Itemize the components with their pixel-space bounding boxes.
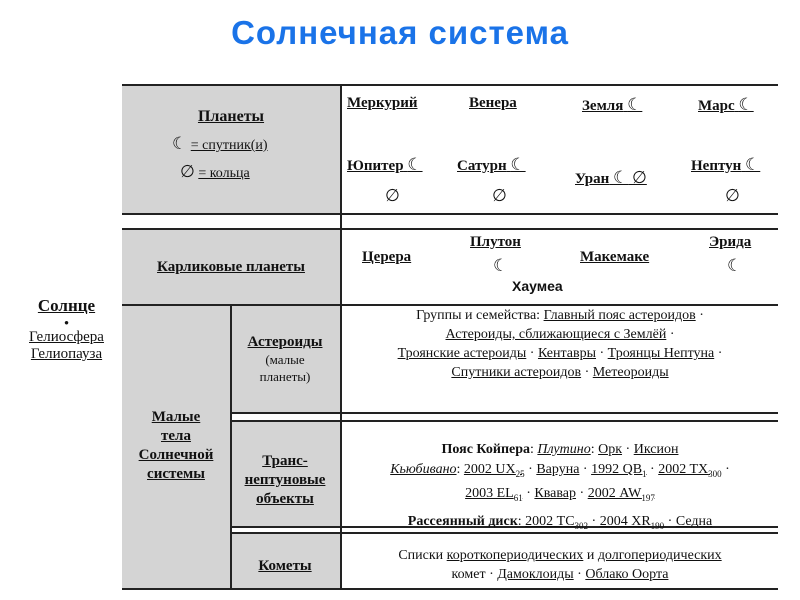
moon-icon: ☾	[745, 155, 761, 175]
link-orcus[interactable]: Орк	[598, 442, 623, 457]
ring-icon: ∅	[385, 186, 400, 206]
legend-rings-text[interactable]: = кольца	[198, 166, 250, 181]
asteroids-line-1: Группы и семейства: Главный пояс астероидов ·	[416, 308, 704, 323]
link-varuna[interactable]: Варуна	[536, 462, 580, 477]
dwarf-pluto[interactable]: Плутон	[470, 234, 521, 250]
dwarf-haumea[interactable]: Хаумеа	[512, 278, 563, 294]
comets-line-1	[342, 546, 778, 565]
tno-content	[342, 440, 778, 535]
moon-icon: ☾	[613, 168, 629, 188]
moon-icon: ☾	[407, 155, 423, 175]
link-2004-xr190[interactable]	[600, 514, 664, 529]
el-sub: 61	[513, 492, 523, 503]
dwarf-divider-top	[122, 228, 778, 230]
asteroids-title[interactable]: Астероиды	[247, 334, 323, 350]
asteroids-label	[230, 334, 340, 385]
planet-venus[interactable]: Венера	[469, 95, 517, 111]
comets-word: комет	[451, 567, 486, 582]
tno-line-3: 2003 $EL_{61}$ · Квавар · 2002 $AW_{197}$	[465, 485, 655, 503]
link-ixion[interactable]: Иксион	[633, 442, 679, 457]
planet-jupiter-label[interactable]: Юпитер	[347, 158, 404, 174]
planet-mars-label[interactable]: Марс	[698, 98, 735, 114]
el-base: 2003 EL	[465, 485, 514, 501]
table-border-top	[122, 84, 778, 86]
dwarf-eris[interactable]: Эрида	[709, 234, 752, 250]
asteroids-line-4: Спутники астероидов · Метеороиды	[451, 365, 669, 380]
dwarf-makemake[interactable]: Макемаке	[580, 249, 650, 265]
ring-icon: ∅	[180, 162, 195, 182]
sun-dot: •	[64, 315, 69, 330]
ux-base: 2002 UX	[463, 462, 516, 477]
link-short-period[interactable]: короткопериодических	[446, 548, 584, 563]
link-near-earth[interactable]: Астероиды, сближающиеся с Землёй	[445, 327, 667, 342]
dwarf-header[interactable]: Карликовые планеты	[157, 259, 305, 275]
asteroids-divider	[230, 412, 778, 414]
small-bodies-line-1: Малые	[151, 409, 201, 425]
tc-sub: 302	[574, 520, 589, 531]
tx-sub: 300	[708, 468, 722, 479]
small-bodies-line-4: системы	[147, 466, 205, 482]
moon-icon: ☾	[172, 134, 188, 154]
kuiper-belt[interactable]: Пояс Койпера	[441, 442, 531, 457]
aw-base: 2002 AW	[587, 485, 642, 501]
asteroids-sub-2: планеты)	[259, 369, 311, 384]
small-bodies-header[interactable]	[122, 408, 230, 484]
legend-moons-text[interactable]: = спутник(и)	[190, 138, 268, 153]
link-meteoroids[interactable]: Метеороиды	[592, 365, 669, 380]
planet-earth	[582, 95, 642, 115]
moon-icon: ☾	[727, 256, 743, 276]
tc-base: 2002 TC	[525, 513, 575, 529]
tno-label-1: Транс-	[262, 453, 308, 469]
moon-icon: ☾	[627, 95, 643, 115]
planet-neptune	[691, 155, 760, 175]
tno-divider-top	[230, 420, 778, 422]
planet-neptune-label[interactable]: Нептун	[691, 158, 742, 174]
comets-lists-word: Списки	[398, 548, 444, 563]
tno-line-4: Рассеянный диск: 2002 $TC_{302} \cdot 2004$ $XR_{190}$ · Седна	[407, 513, 713, 531]
planet-uranus-label[interactable]: Уран	[575, 171, 610, 187]
xr-base: 2004 XR	[599, 513, 651, 529]
asteroids-groups	[342, 306, 778, 382]
link-main-belt[interactable]: Главный пояс астероидов	[543, 308, 696, 323]
tno-line-1: Пояс Койпера: Плутино: Орк · Иксион	[441, 442, 679, 457]
ring-icon: ∅	[492, 186, 507, 206]
moon-icon: ☾	[510, 155, 526, 175]
link-long-period[interactable]: долгопериодических	[597, 548, 722, 563]
scattered-disc[interactable]: Рассеянный диск	[407, 513, 518, 529]
ux-sub: 25	[515, 468, 525, 479]
qb-sub: 1	[642, 468, 647, 479]
planet-mercury[interactable]: Меркурий	[347, 95, 418, 111]
moon-icon: ☾	[493, 256, 509, 276]
legend-rings	[180, 162, 250, 182]
planet-earth-label[interactable]: Земля	[582, 98, 624, 114]
comets-label[interactable]: Кометы	[258, 558, 312, 574]
heliopause-label[interactable]: Гелиопауза	[30, 346, 103, 362]
link-damocloids[interactable]: Дамоклоиды	[497, 567, 574, 582]
planet-mars	[698, 95, 754, 115]
ring-icon: ∅	[725, 186, 740, 206]
link-2002-ux25[interactable]	[464, 462, 525, 477]
link-2003-el61[interactable]	[465, 486, 523, 501]
asteroids-line-3: Троянские астероиды · Кентавры · Троянцы Нептуна ·	[397, 346, 723, 361]
ring-icon: ∅	[632, 168, 647, 188]
link-oort-cloud[interactable]: Облако Оорта	[585, 567, 669, 582]
tx-base: 2002 TX	[658, 462, 709, 477]
comets-content	[342, 546, 778, 584]
small-bodies-line-3: Солнечной	[138, 447, 214, 463]
planets-header[interactable]: Планеты	[197, 108, 265, 125]
heliosphere-label[interactable]: Гелиосфера	[29, 329, 104, 345]
comets-line-2: комет · Дамоклоиды · Облако Оорта	[451, 567, 669, 582]
xr-sub: 190	[650, 520, 665, 531]
small-bodies-line-2: тела	[161, 428, 191, 444]
tno-label[interactable]	[230, 452, 340, 509]
link-quaoar[interactable]: Квавар	[534, 485, 577, 501]
tno-label-2: нептуновые	[244, 472, 326, 488]
planet-saturn	[457, 155, 526, 175]
qb-base: 1992 QB	[591, 462, 643, 477]
planet-jupiter	[347, 155, 423, 175]
link-neptune-trojans[interactable]: Троянцы Нептуна	[607, 346, 715, 361]
sun-block	[14, 296, 119, 363]
sun-label[interactable]: Солнце	[37, 296, 96, 315]
planets-divider	[122, 213, 778, 215]
planet-uranus	[575, 168, 647, 188]
page-title: Солнечная система	[231, 14, 569, 51]
link-sedna[interactable]: Седна	[675, 513, 713, 529]
planet-saturn-label[interactable]: Сатурн	[457, 158, 507, 174]
link-centaurs[interactable]: Кентавры	[537, 346, 596, 361]
dwarf-ceres[interactable]: Церера	[362, 249, 412, 265]
aw-sub: 197	[641, 492, 655, 503]
tno-label-3: объекты	[256, 491, 314, 507]
moon-icon: ☾	[738, 95, 754, 115]
link-asteroid-moons[interactable]: Спутники астероидов	[451, 365, 582, 380]
asteroids-line-2: Астероиды, сближающиеся с Землёй ·	[445, 327, 675, 342]
comets-and-word: и	[586, 548, 595, 563]
link-2002-tc302[interactable]	[525, 514, 588, 529]
table-border-bottom	[122, 588, 778, 590]
link-plutino[interactable]: Плутино	[537, 442, 591, 457]
tno-line-2: Кьюбивано: 2002 $UX_{25}$ · Варуна · 1992 $QB_1 \cdot 2002$ $TX_{300}$ ·	[390, 462, 730, 479]
link-1992-qb1[interactable]	[591, 462, 646, 477]
link-trojans[interactable]: Троянские астероиды	[397, 346, 527, 361]
legend-moons	[172, 134, 268, 154]
asteroids-sub-1: (малые	[265, 352, 305, 367]
link-2002-tx300[interactable]	[658, 462, 721, 477]
link-2002-aw197[interactable]	[588, 486, 655, 501]
link-cubewano[interactable]: Кьюбивано	[390, 462, 457, 477]
groups-intro: Группы и семейства:	[416, 308, 541, 323]
